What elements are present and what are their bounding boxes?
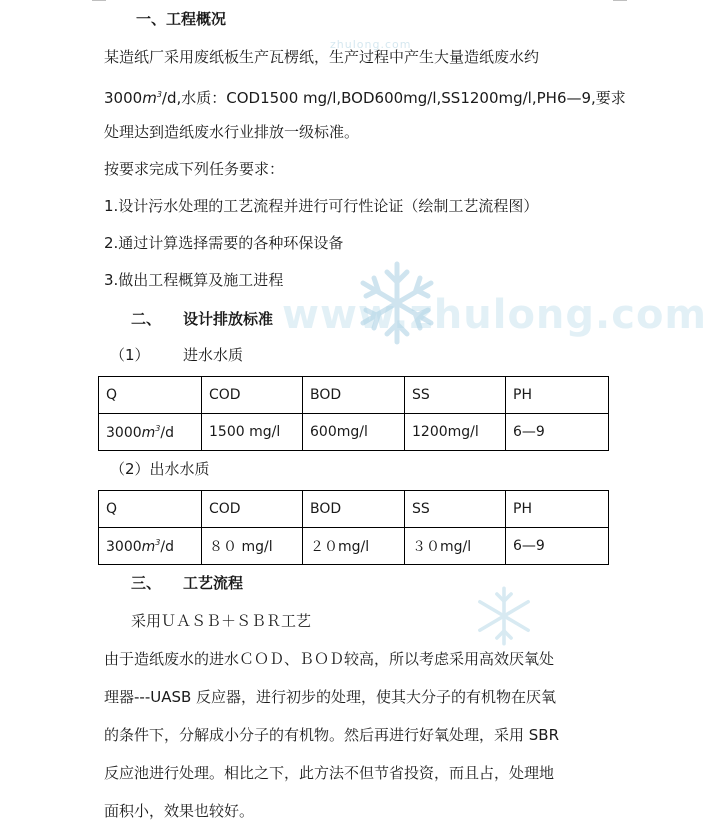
q-tail: /d	[160, 424, 174, 441]
unit-m: m	[142, 89, 157, 107]
page-corner-mark-left	[92, 0, 106, 1]
task-item: 2.通过计算选择需要的各种环保设备	[104, 234, 344, 252]
q-value: 3000	[106, 424, 142, 441]
task-item: 3.做出工程概算及施工进程	[104, 271, 284, 289]
table-cell: 1200mg/l	[405, 414, 506, 451]
watermark-main: www.zhulong.com	[282, 292, 708, 338]
table-cell: 1500 mg/l	[202, 414, 303, 451]
process-method: 采用ＵＡＳＢ＋ＳＢＲ工艺	[131, 612, 312, 630]
section3-para-line: 面积小，效果也较好。	[104, 802, 255, 820]
table-cell-q	[99, 528, 202, 565]
inflow-label: 进水水质	[183, 346, 244, 364]
table-row	[99, 528, 609, 565]
unit-sup: 3	[155, 423, 161, 433]
table-header-cell: COD	[202, 491, 303, 528]
table-cell: ８０ mg/l	[202, 528, 303, 565]
section1-para-line2	[104, 85, 626, 108]
section1-para-line1: 某造纸厂采用废纸板生产瓦楞纸，生产过程中产生大量造纸废水约	[104, 48, 540, 66]
unit-m: m	[141, 424, 156, 441]
section3-para-line: 反应池进行处理。相比之下，此方法不但节省投资，而且占，处理地	[104, 764, 555, 782]
section1-heading: 一、工程概况	[136, 10, 227, 28]
tasks-intro: 按要求完成下列任务要求：	[104, 160, 285, 178]
table-cell-q	[99, 414, 202, 451]
inflow-table	[98, 376, 609, 451]
inflow-label-num: （1）	[110, 346, 150, 364]
table-cell: ２０mg/l	[303, 528, 405, 565]
table-header-cell: PH	[506, 377, 609, 414]
watermark-snowflake-icon	[472, 584, 536, 648]
section3-para-line: 理器---UASB 反应器，进行初步的处理，使其大分子的有机物在厌氧	[104, 688, 557, 706]
table-header-cell: Q	[99, 377, 202, 414]
unit-sup: 3	[156, 90, 162, 99]
flow-value: 3000	[104, 89, 143, 107]
table-header-cell: PH	[506, 491, 609, 528]
table-header-cell: COD	[202, 377, 303, 414]
section2-num: 二、	[131, 310, 162, 328]
table-row	[99, 414, 609, 451]
outflow-label: （2）出水水质	[110, 460, 210, 478]
section3-num: 三、	[131, 574, 162, 592]
table-header-cell: BOD	[303, 377, 405, 414]
table-header-cell: Q	[99, 491, 202, 528]
section3-para-line: 由于造纸废水的进水ＣＯＤ、ＢＯＤ较高，所以考虑采用高效厌氧处	[104, 650, 555, 668]
table-row	[99, 491, 609, 528]
unit-sup: 3	[155, 537, 161, 547]
section3-para-line: 的条件下，分解成小分子的有机物。然后再进行好氧处理，采用 SBR	[104, 726, 560, 744]
table-cell: 6—9	[506, 414, 609, 451]
q-tail: /d	[160, 538, 174, 555]
table-cell: 600mg/l	[303, 414, 405, 451]
watermark-top: zhulong.com	[330, 38, 412, 51]
table-cell: ３０mg/l	[405, 528, 506, 565]
page-corner-mark-right	[613, 0, 627, 1]
quality-text: /d,水质：COD1500 mg/l,BOD600mg/l,SS1200mg/l,PH6—9,要求	[161, 89, 626, 107]
section1-para-line3: 处理达到造纸废水行业排放一级标准。	[104, 123, 360, 141]
unit-m: m	[141, 538, 156, 555]
table-header-cell: SS	[405, 491, 506, 528]
task-item: 1.设计污水处理的工艺流程并进行可行性论证（绘制工艺流程图）	[104, 197, 539, 215]
outflow-table	[98, 490, 609, 565]
table-header-cell: SS	[405, 377, 506, 414]
table-row	[99, 377, 609, 414]
section2-title: 设计排放标准	[183, 310, 274, 328]
q-value: 3000	[106, 538, 142, 555]
table-header-cell: BOD	[303, 491, 405, 528]
section3-title: 工艺流程	[183, 574, 244, 592]
table-cell: 6—9	[506, 528, 609, 565]
